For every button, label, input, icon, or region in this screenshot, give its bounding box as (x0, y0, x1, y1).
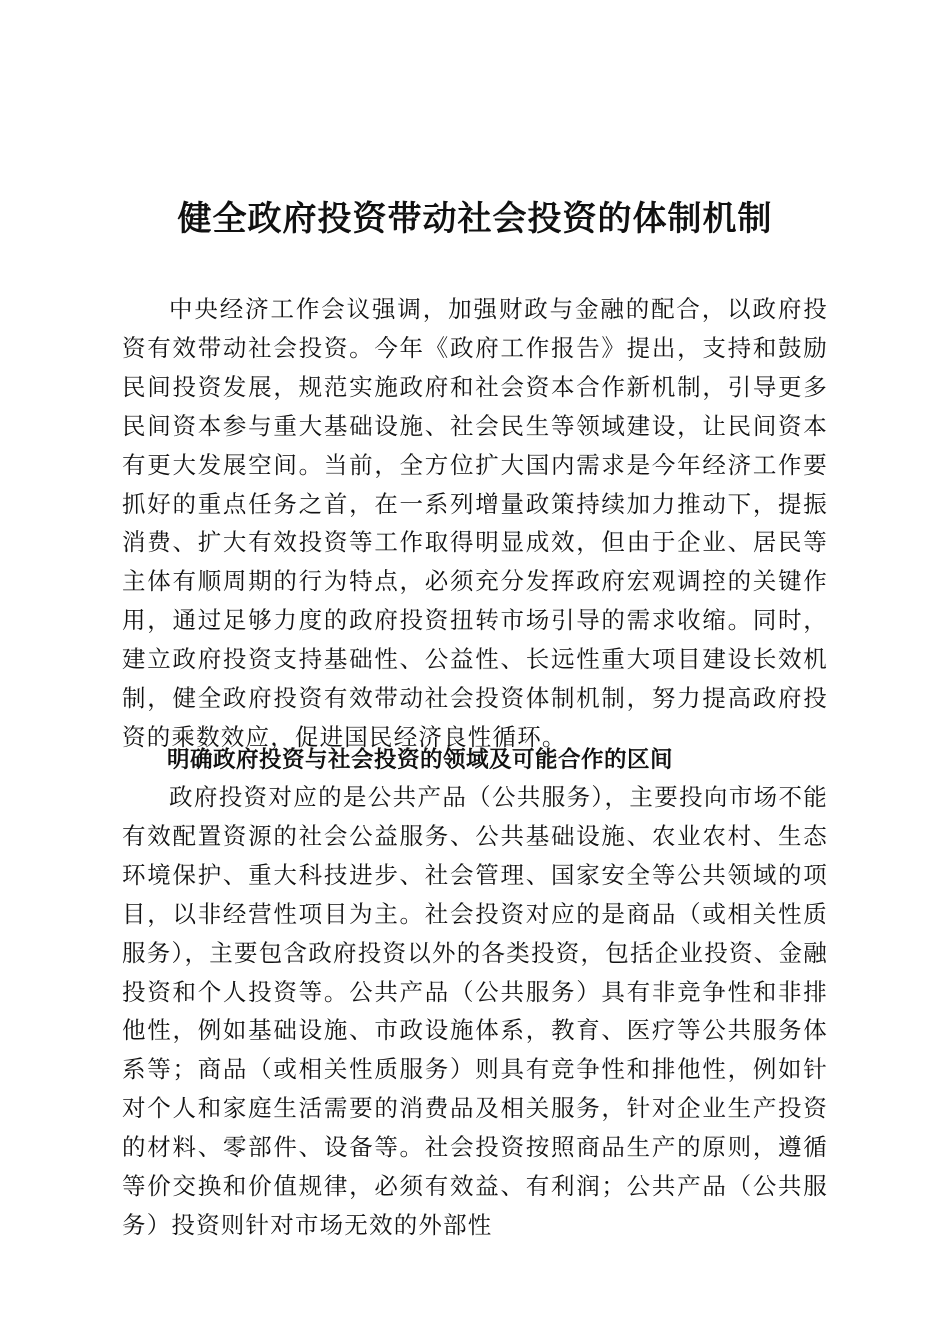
body-paragraph-1: 中央经济工作会议强调，加强财政与金融的配合，以政府投资有效带动社会投资。今年《政府工作报告》提出，支持和鼓励民间投资发展，规范实施政府和社会资本合作新机制，引导更多民间资本参与重大基础设施、社会民生等领域建设，让民间资本有更大发展空间。当前，全方位扩大国内需求是今年经济工作要抓好的重点任务之首，在一系列增量政策持续加力推动下，提振消费、扩大有效投资等工作取得明显成效，但由于企业、居民等主体有顺周期的行为特点，必须充分发挥政府宏观调控的关键作用，通过足够力度的政府投资扭转市场引导的需求收缩。同时，建立政府投资支持基础性、公益性、长远性重大项目建设长效机制，健全政府投资有效带动社会投资体制机制，努力提高政府投资的乘数效应，促进国民经济良性循环。 (122, 295, 828, 751)
document-title: 健全政府投资带动社会投资的体制机制 (177, 199, 773, 239)
body-paragraph-2: 政府投资对应的是公共产品（公共服务），主要投向市场不能有效配置资源的社会公益服务、公共基础设施、农业农村、生态环境保护、重大科技进步、社会管理、国家安全等公共领域的项目，以非经营性项目为主。社会投资对应的是商品（或相关性质服务），主要包含政府投资以外的各类投资，包括企业投资、金融投资和个人投资等。公共产品（公共服务）具有非竞争性和非排他性，例如基础设施、市政设施体系，教育、医疗等公共服务体系等；商品（或相关性质服务）则具有竞争性和排他性，例如针对个人和家庭生活需要的消费品及相关服务，针对企业生产投资的材料、零部件、设备等。社会投资按照商品生产的原则，遵循等价交换和价值规律，必须有效益、有利润；公共产品（公共服务）投资则针对市场无效的外部性 (122, 783, 828, 1239)
section-heading: 明确政府投资与社会投资的领域及可能合作的区间 (167, 747, 674, 773)
